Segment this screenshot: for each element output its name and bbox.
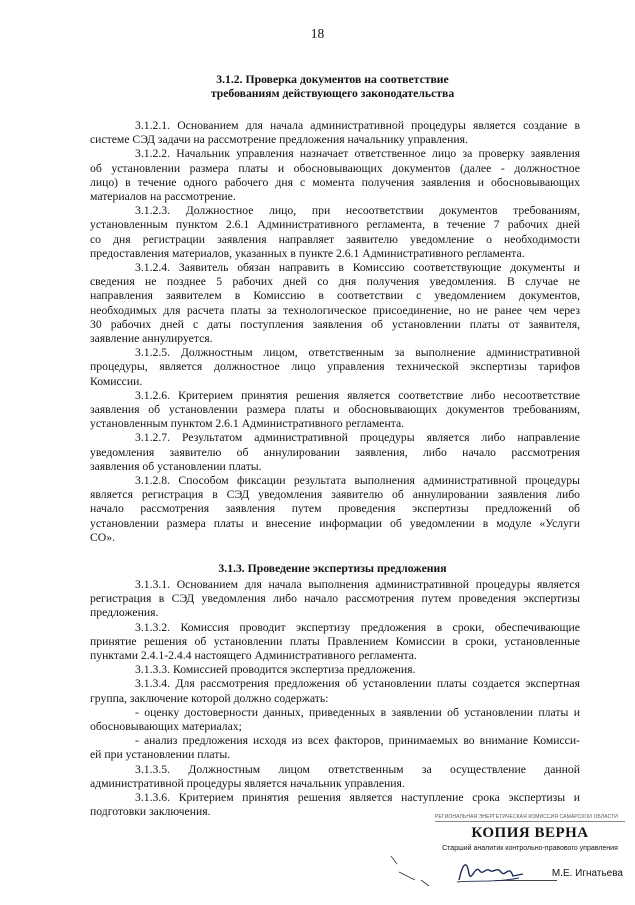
text-line: 30 рабочих дней с даты поступления заявления об установлении платы от заявителя,	[90, 317, 580, 331]
section-312-title-line-2: требованиям действующего законодательства	[210, 87, 455, 100]
text-line: заявления об установлении размера платы и обосновывающих документов требованиям,	[90, 402, 580, 416]
text-line: 3.1.2.8. Способом фиксации результата выполнения административной процедуры	[135, 474, 580, 487]
text-line: 3.1.3.1. Основанием для начала выполнения административной процедуры является	[135, 578, 580, 591]
text-line: обосновывающих материалах;	[90, 719, 242, 733]
text-line: 3.1.3.3. Комиссией проводится экспертиза предложения.	[135, 663, 416, 677]
copy-certified-stamp	[435, 814, 625, 896]
text-line: группа, заключение которой должно содержать:	[90, 691, 329, 705]
text-line: пунктами 2.4.1-2.4.4 настоящего Административного регламента.	[90, 648, 417, 662]
section-312-title	[60, 73, 605, 101]
text-line: начало рассмотрения заявления путем проведения экспертизы предложений об	[90, 502, 580, 516]
handwritten-signature	[453, 856, 533, 886]
text-line: установленным пунктом 2.6.1 Административного регламента.	[90, 417, 405, 431]
section-313-paragraph-1	[90, 578, 580, 621]
text-line: заявление аннулируется.	[90, 331, 213, 345]
text-line: предложения.	[90, 606, 159, 620]
section-312-paragraph-3	[90, 204, 580, 261]
text-line: системе СЭД задачи на рассмотрение предложения начальнику управления.	[90, 133, 468, 147]
text-line: уведомления заявителю об аннулировании заявления, либо начало рассмотрения	[90, 445, 580, 459]
signature-area	[435, 856, 625, 886]
text-line: со дня регистрации заявления направляет заявителю уведомление о необходимости	[90, 232, 580, 246]
stamp-organization: РЕГИОНАЛЬНАЯ ЭНЕРГЕТИЧЕСКАЯ КОМИССИЯ САМАРСКОЙ ОБЛАСТИ	[435, 814, 625, 822]
text-line: - анализ предложения исходя из всех факторов, принимаемых во внимание Комисси-	[135, 734, 580, 748]
text-line: материалов на рассмотрение.	[90, 189, 236, 203]
section-313-paragraph-6	[90, 734, 580, 762]
text-line: 3.1.3.5. Должностным лицом ответственным за осуществление данной	[135, 762, 580, 776]
text-line: заявления об установлении платы.	[90, 459, 262, 473]
text-line: подготовки заключения.	[90, 805, 211, 819]
text-line: процедуры, является должностное лицо управления технической экспертизы тарифов	[90, 360, 580, 374]
section-312-paragraph-8	[90, 474, 580, 545]
text-line: 3.1.2.4. Заявитель обязан направить в Комиссию соответствующие документы и	[135, 261, 580, 274]
text-line: направления заявителем в Комиссию в соответствии с уведомлением документов,	[90, 289, 580, 303]
text-line: 3.1.2.7. Результатом административной процедуры является либо направление	[135, 431, 580, 445]
text-line: принятие решения об установлении платы Правлением Комиссии в сроки, установленные	[90, 634, 580, 648]
text-line: предоставления материалов, указанных в пункте 2.6.1 Административного регламента.	[90, 246, 525, 260]
text-line: является регистрация в СЭД уведомления заявителю об аннулировании заявления либо	[90, 488, 580, 502]
stamp-position: Старший аналитик контрольно-правового управления	[442, 845, 618, 852]
stamp-signatory-name: М.Е. Игнатьева	[551, 868, 623, 879]
section-312-paragraph-4	[90, 261, 580, 346]
section-313-paragraph-5	[90, 706, 580, 734]
text-line: СО».	[90, 530, 116, 544]
text-line: сведения не позднее 5 рабочих дней со дня получения уведомления. В случае не	[90, 275, 580, 289]
page-number: 18	[310, 26, 325, 41]
text-line: необходимых для расчета платы за технологическое присоединение, но не ранее чем через	[90, 303, 580, 317]
text-line: лицо) в течение одного рабочего дня с момента получения заявления и обосновывающих	[90, 175, 580, 189]
text-line: 3.1.2.2. Начальник управления назначает ответственное лицо за проверку заявления	[135, 147, 580, 161]
section-312-paragraph-7	[90, 431, 580, 474]
section-313-paragraph-2	[90, 621, 580, 664]
stamp-title: КОПИЯ ВЕРНА	[471, 825, 589, 841]
section-312-title-line-1: 3.1.2. Проверка документов на соответствие	[216, 73, 449, 86]
text-line: 3.1.2.3. Должностное лицо, при несоответствии документов требованиям,	[135, 204, 580, 218]
text-line: - оценку достоверности данных, приведенных в заявлении об установлении платы и	[135, 705, 580, 719]
text-line: 3.1.3.4. Для рассмотрения предложения об установлении платы создается экспертная	[135, 677, 580, 691]
text-line: 3.1.2.6. Критерием принятия решения является соответствие либо несоответствие	[135, 388, 580, 402]
text-line: установлении размера платы и внесение информации об уведомлении в модуле «Услуги	[90, 516, 580, 530]
text-line: 3.1.2.1. Основанием для начала административной процедуры является создание в	[135, 119, 580, 132]
text-line: об установлении размера платы и обосновывающих документов (далее - должностное	[90, 161, 580, 175]
pen-mark	[385, 850, 435, 890]
text-line: административной процедуры является начальник управления.	[90, 776, 405, 790]
text-line: 3.1.3.2. Комиссия проводит экспертизу предложения в сроки, обеспечивающие	[135, 620, 580, 634]
section-313-title	[60, 562, 605, 576]
text-line: 3.1.3.6. Критерием принятия решения является наступление срока экспертизы и	[135, 791, 580, 804]
text-line: регистрация в СЭД уведомления либо начало рассмотрения путем проведения экспертизы	[90, 592, 580, 606]
section-313-title-line: 3.1.3. Проведение экспертизы предложения	[218, 562, 447, 575]
section-312-paragraph-6	[90, 389, 580, 432]
text-line: Комиссии.	[90, 374, 143, 388]
text-line: 3.1.2.5. Должностным лицом, ответственным за выполнение административной	[135, 346, 580, 360]
text-line: ей при установлении платы.	[90, 748, 231, 762]
section-312-paragraph-5	[90, 346, 580, 389]
section-313-paragraph-3	[90, 663, 580, 677]
paragraph-3-1-2-1-continued	[90, 133, 580, 147]
section-313-paragraph-7	[90, 763, 580, 791]
section-313-paragraph-4	[90, 677, 580, 705]
text-line: установленным пунктом 2.6.1 Административного регламента, в течение 7 рабочих дней	[90, 218, 580, 232]
paragraph-3-1-2-1	[90, 119, 580, 133]
section-312-paragraph-2	[90, 147, 580, 204]
